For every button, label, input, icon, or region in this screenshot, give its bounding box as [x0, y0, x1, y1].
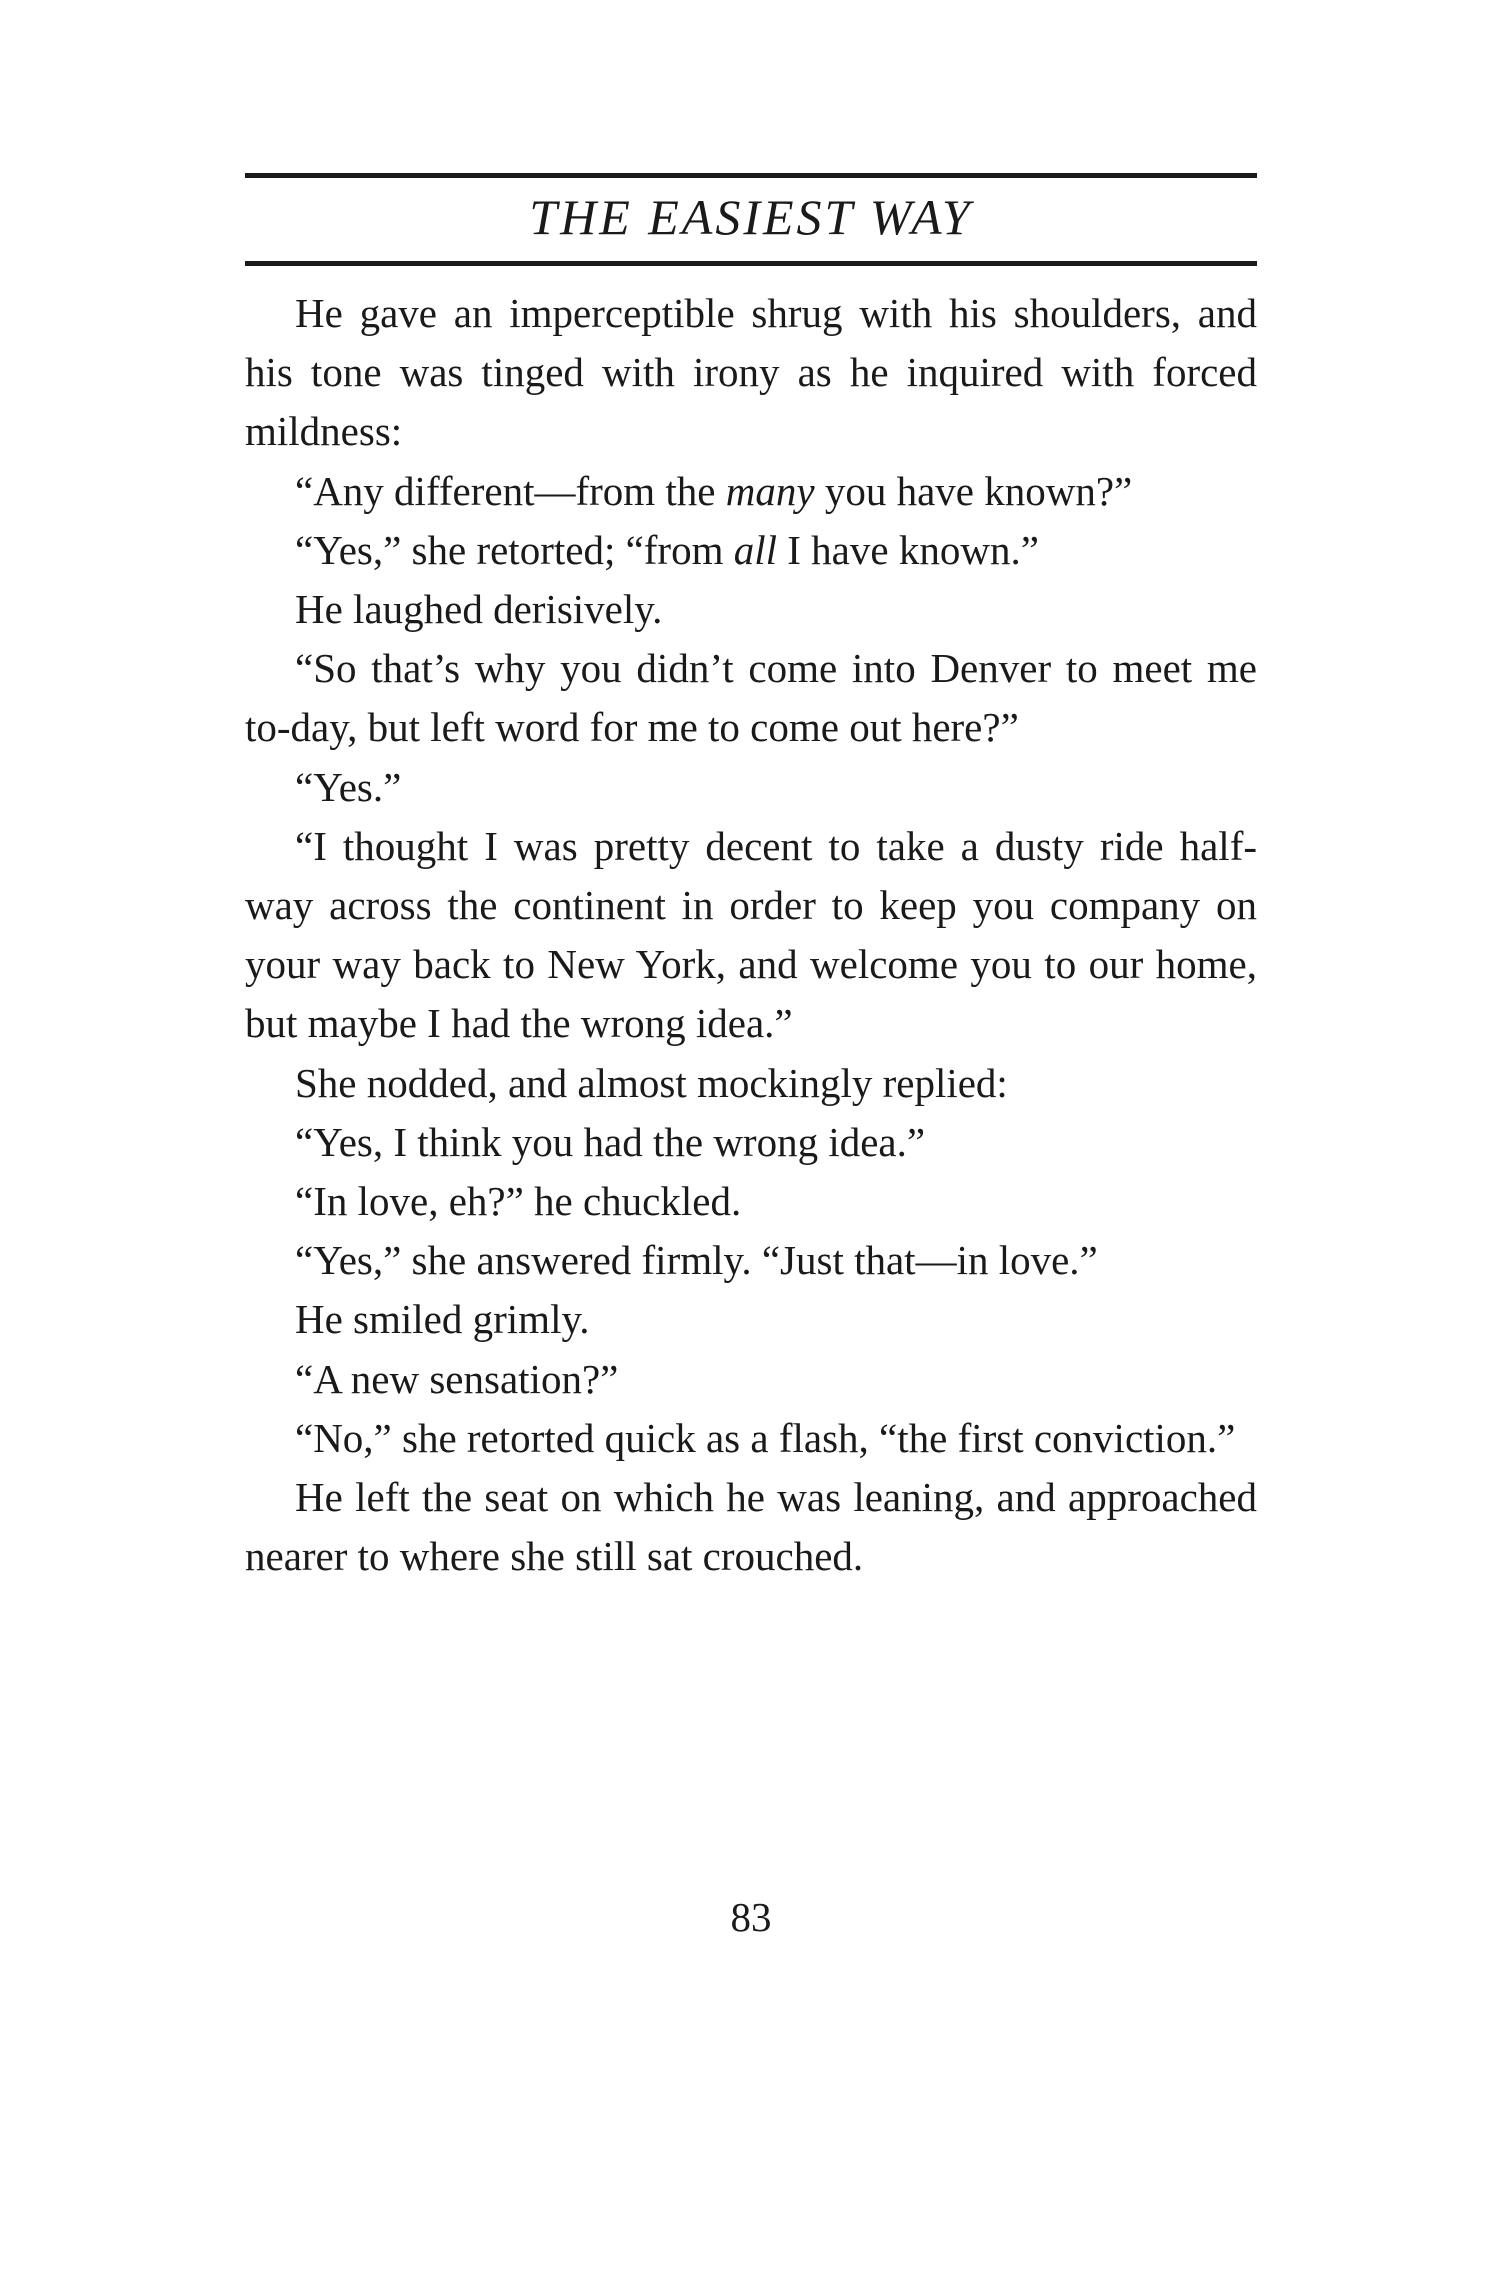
paragraph-text: He laughed derisively. — [295, 586, 663, 633]
paragraph — [245, 1290, 1257, 1349]
paragraph — [245, 1113, 1257, 1172]
paragraph-text: “Yes,” she answered firmly. “Just that—in love.” — [295, 1237, 1098, 1284]
paragraph — [245, 580, 1257, 639]
paragraph-text: “In love, eh?” he chuckled. — [295, 1178, 742, 1225]
emphasis-text: many — [725, 467, 815, 514]
paragraph — [245, 1409, 1257, 1468]
paragraph-text: “No,” she retorted quick as a flash, “the first conviction.” — [295, 1414, 1236, 1461]
body-text — [245, 284, 1257, 1586]
paragraph — [245, 1172, 1257, 1231]
paragraph — [245, 1054, 1257, 1113]
paragraph — [245, 1231, 1257, 1290]
paragraph-text: “Any different—from the — [295, 467, 726, 514]
header-rule-top — [245, 173, 1257, 178]
paragraph — [245, 817, 1257, 1054]
paragraph-text: you have known?” — [814, 467, 1133, 514]
running-head: THE EASIEST WAY — [529, 189, 973, 245]
emphasis-text: all — [733, 526, 778, 573]
paragraph-text: He gave an imperceptible shrug with his shoulders, and his tone was tinged with irony as he inquired with forced mildness: — [245, 290, 1257, 455]
paragraph — [245, 639, 1257, 757]
paragraph-text: “A new sensation?” — [295, 1355, 619, 1402]
paragraph-text: She nodded, and almost mockingly replied: — [295, 1059, 1008, 1106]
paragraph-text: “So that’s why you didn’t come into Denver to meet me to-day, but left word for me to come out here?” — [245, 645, 1257, 751]
paragraph-text: “Yes.” — [295, 763, 402, 810]
paragraph — [245, 1468, 1257, 1586]
paragraph-text: He smiled grimly. — [295, 1296, 590, 1343]
paragraph-text: “Yes,” she retorted; “from — [295, 526, 734, 573]
header-rule-bottom — [245, 261, 1257, 266]
paragraph — [245, 1350, 1257, 1409]
paragraph-text: “I thought I was pretty decent to take a dusty ride half-way across the continent in order to keep you company on your way back to New York, and welcome you to our home, but maybe I had the wrong idea.” — [245, 822, 1257, 1047]
paragraph-text: He left the seat on which he was leaning, and approached nearer to where she still sat crouched. — [245, 1474, 1257, 1580]
paragraph — [245, 462, 1257, 521]
page-number: 83 — [730, 1894, 772, 1940]
paragraph — [245, 284, 1257, 462]
paragraph — [245, 758, 1257, 817]
paragraph-text: I have known.” — [777, 526, 1039, 573]
paragraph-text: “Yes, I think you had the wrong idea.” — [295, 1118, 926, 1165]
paragraph — [245, 521, 1257, 580]
